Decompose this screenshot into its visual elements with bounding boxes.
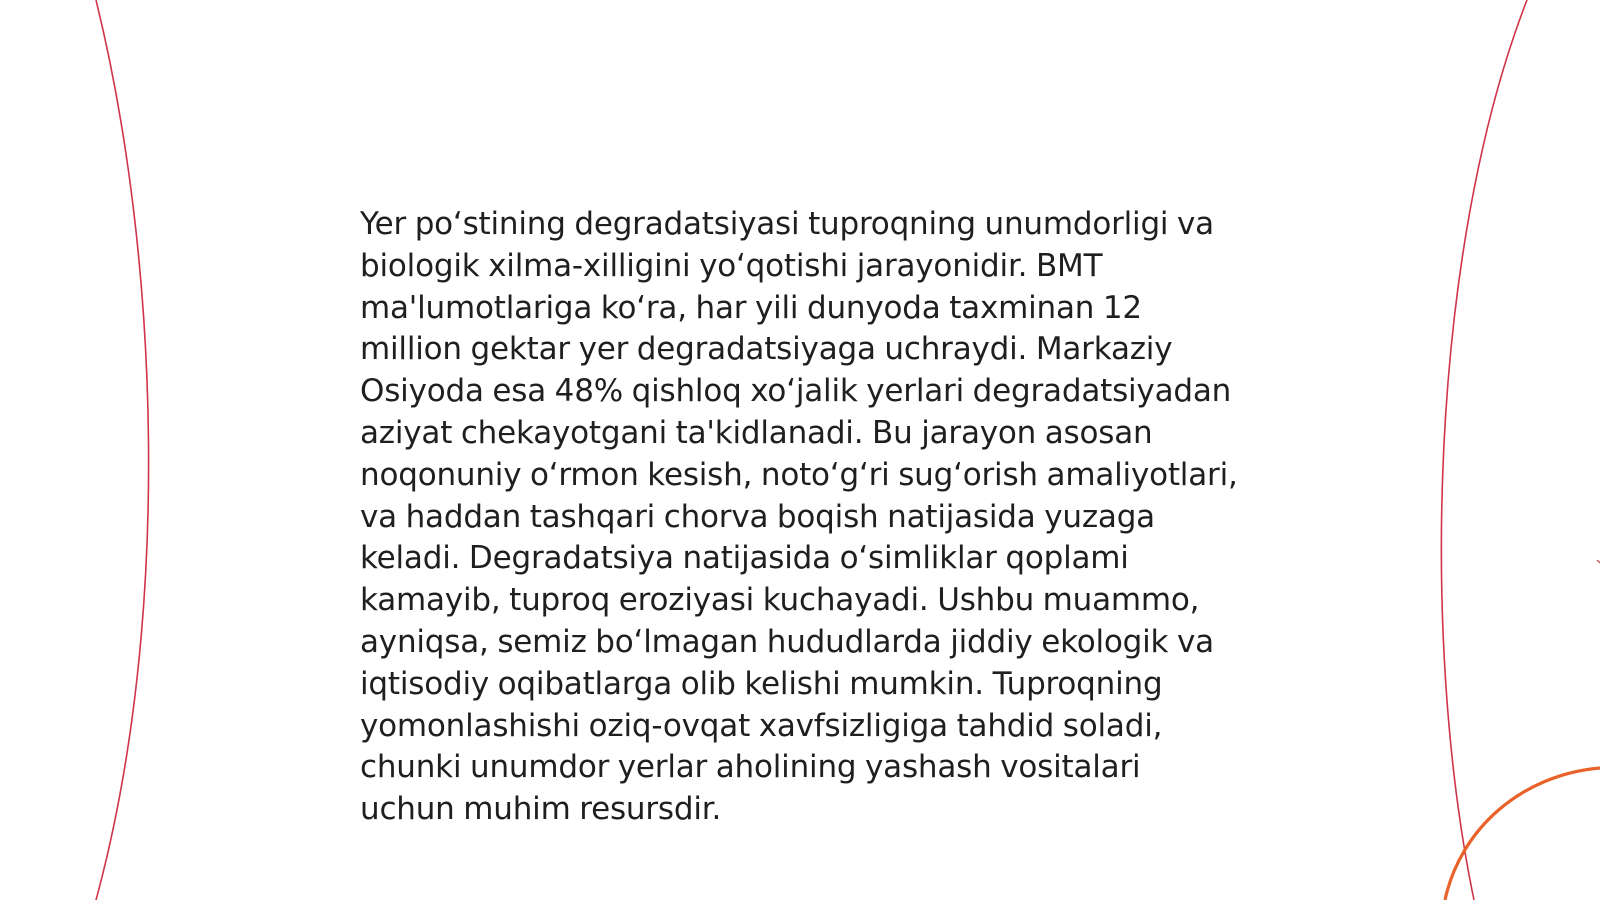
orange-accent-arc [1445, 768, 1600, 900]
right-curve-line [1441, 0, 1527, 900]
body-paragraph: Yer poʻstining degradatsiyasi tuproqning unumdorligi va biologik xilma-xilligini yoʻqotishi jarayonidir. BMT ma'lumotlariga koʻra, har yili dunyoda taxminan 12 million gektar yer degradatsiyaga uchraydi. Markaziy Osiyoda esa 48% qishloq xoʻjalik yerlari degradatsiyadan aziyat chekayotgani ta'kidlanadi. Bu jarayon asosan noqonuniy oʻrmon kesish, notoʻgʻri sugʻorish amaliyotlari, va haddan tashqari chorva boqish natijasida yuzaga keladi. Degradatsiya natijasida oʻsimliklar qoplami kamayib, tuproq eroziyasi kuchayadi. Ushbu muammo, ayniqsa, semiz boʻlmagan hududlarda jiddiy ekologik va iqtisodiy oqibatlarga olib kelishi mumkin. Tuproqning yomonlashishi oziq-ovqat xavfsizligiga tahdid soladi, chunki unumdor yerlar aholining yashash vositalari uchun muhim resursdir. [360, 206, 1238, 828]
left-curve-line [96, 0, 149, 900]
